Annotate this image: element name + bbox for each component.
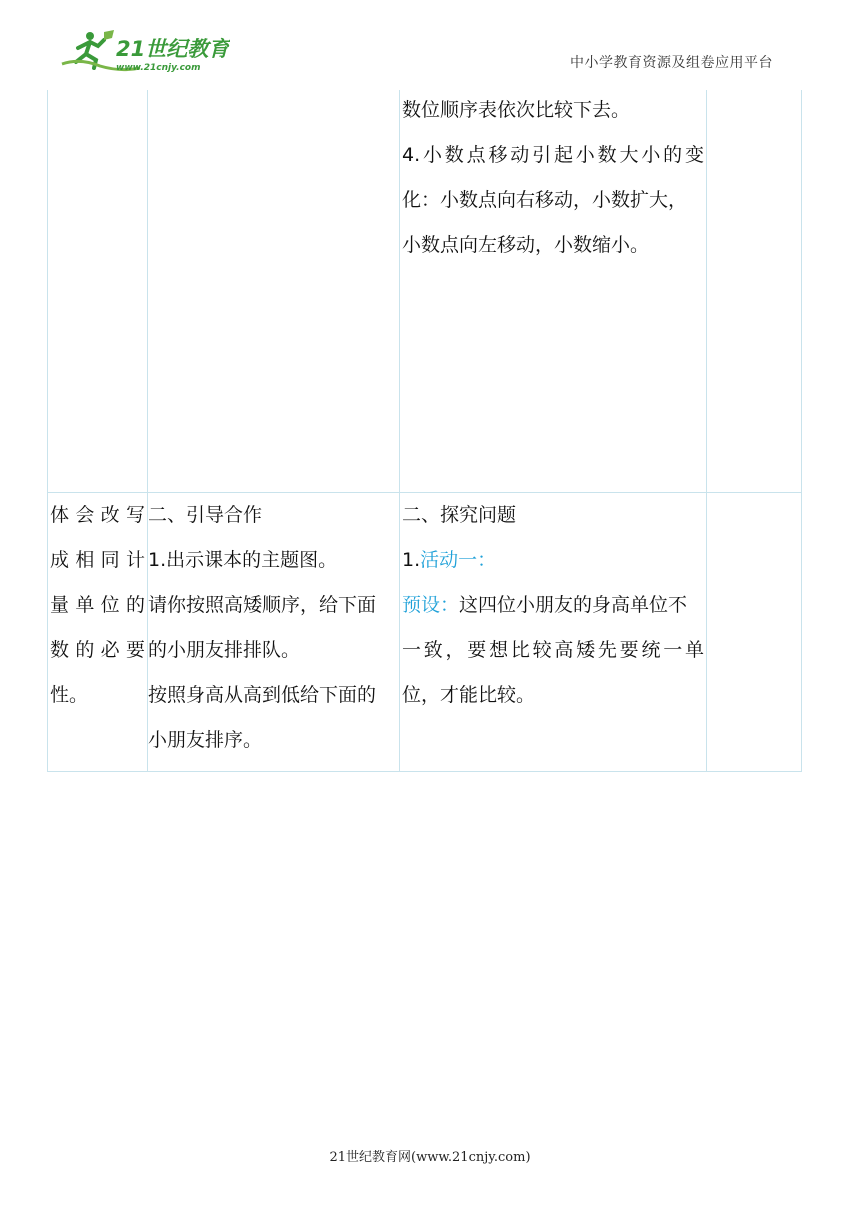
table-cell [400,493,707,772]
teacher-activity-line: 的小朋友排排队。 [148,639,301,661]
teacher-activity-line: 1.出示课本的主题图。 [148,549,338,571]
table-cell [707,493,802,772]
page-footer: 21世纪教育网(www.21cnjy.com) [329,1150,531,1165]
page-header [0,0,860,90]
activity-label: 活动一： [420,549,497,571]
student-activity-heading: 二、探究问题 [402,504,517,526]
objective-line: 成相同计 [50,549,145,571]
objective-line: 性。 [50,684,89,706]
teacher-activity-line: 按照身高从高到低给下面的 [148,684,377,706]
text-line: 小数点向左移动，小数缩小。 [402,234,650,256]
table-cell [148,493,400,772]
runner-logo-icon [60,28,230,74]
table-cell [48,90,148,493]
lesson-table [47,90,802,772]
preset-text: 这四位小朋友的身高单位不 [459,594,688,616]
table-cell [148,90,400,493]
logo-main-text: 21世纪教育 [116,37,230,61]
student-activity-line: 一致，要想比较高矮先要统一单 [402,639,704,661]
table-cell [707,90,802,493]
table-row [48,90,802,493]
teacher-activity-heading: 二、引导合作 [148,504,263,526]
platform-title: 中小学教育资源及组卷应用平台 [570,55,773,71]
site-logo[interactable] [60,28,230,74]
text-line: 数位顺序表依次比较下去。 [402,99,631,121]
text-line: 化：小数点向右移动，小数扩大， [402,189,688,211]
teacher-activity-line: 请你按照高矮顺序，给下面 [148,594,377,616]
activity-line [402,538,704,583]
logo-sub-text: www.21cnjy.com [116,63,201,73]
preset-line [402,583,704,628]
objective-line: 量单位的 [50,594,145,616]
teacher-activity-line: 小朋友排序。 [148,729,263,751]
table-cell [48,493,148,772]
preset-label: 预设： [402,594,460,616]
activity-number: 1. [402,549,421,571]
student-activity-line: 位，才能比较。 [402,684,536,706]
text-line: 4.小数点移动引起小数大小的变 [402,144,704,166]
table-row [48,493,802,772]
objective-line: 体会改写 [50,504,145,526]
objective-line: 数的必要 [50,639,145,661]
table-cell [400,90,707,493]
